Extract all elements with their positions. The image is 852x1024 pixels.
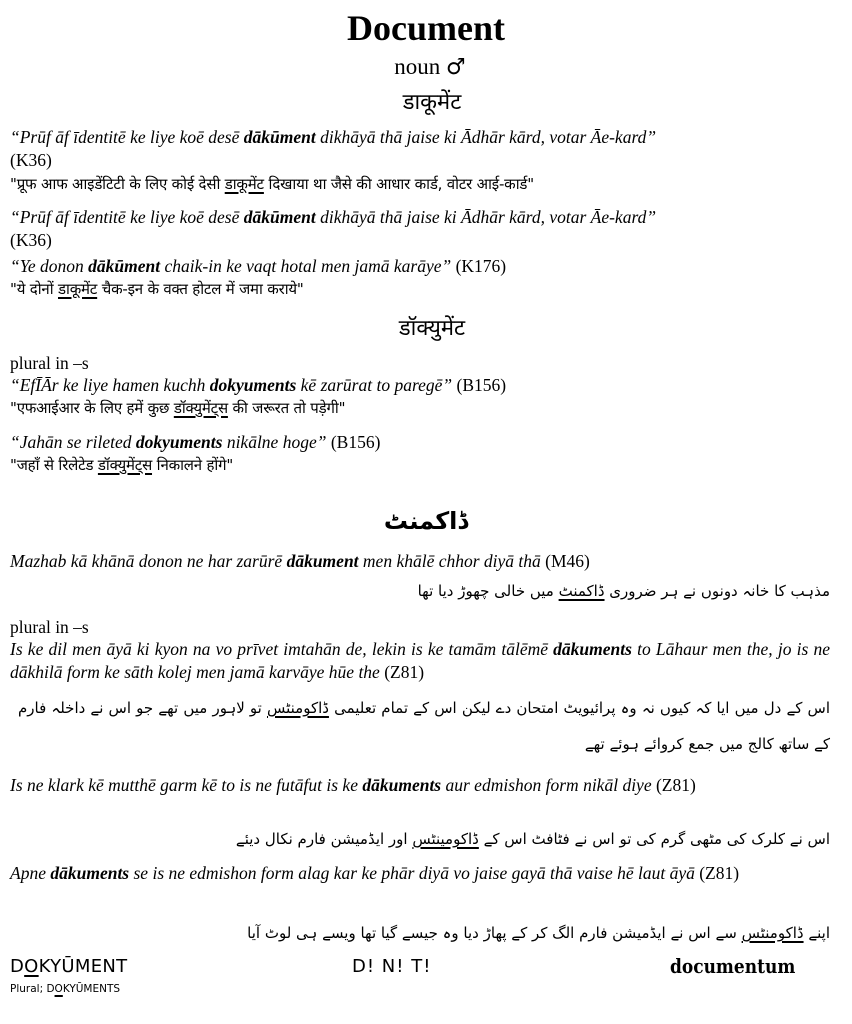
native-text: "प्रूफ आफ आइडेंटिटी के लिए कोई देसी [10,175,225,193]
pronunciation-guide [10,956,127,978]
native-text: اپنے [803,924,830,942]
hindi-headword-1: डाकूमेंट [402,90,462,115]
headword-highlight: dākuments [50,863,130,883]
native-text: "ये दोनों [10,280,58,298]
plural-note: plural in –s [10,353,89,373]
headword-highlight: dākument [286,551,359,571]
source-ref: (K176) [455,256,507,276]
headword-highlight: dākuments [362,775,442,795]
part-of-speech-label: noun [394,54,441,79]
example-translit [10,206,830,252]
example-native [10,454,840,476]
headword-highlight: dokyuments [135,432,223,452]
example-native-urdu [247,920,830,946]
part-of-speech [0,52,852,83]
hindi-headword-2: डॉक्युमेंट [398,316,466,341]
native-text: اور ایڈمیشن فارم نکال دیئے [235,830,413,848]
native-text: مذہب کا خانہ دونوں نے ہر ضروری [604,582,830,600]
headword-highlight: dākūment [243,207,316,227]
native-text: سے اس نے ایڈمیشن فارم الگ کر کے پھاڑ دیا وہ جیسے گیا تھا ویسے ہی لوٹ آیا [247,924,742,942]
translit-text: kē zarūrat to paregē” [296,375,453,395]
translit-text: nikālne hoge” [222,432,327,452]
etymology-latin: documentum [670,954,796,978]
dnt-marker: D! N! T! [352,956,432,977]
translit-text: se is ne edmishon form alag kar ke phār diyā vo jaise gayā thā vaise hē laut āyā [129,863,695,883]
example-translit [10,431,830,454]
translit-text: to Lāhaur men the, jo is ne dākhilā form ke sāth kolej men jamā karvāye hūe the [10,639,830,682]
source-ref: (M46) [545,551,590,571]
source-ref: (K36) [10,230,52,250]
example-translit [10,374,830,397]
translit-text: “EfĪĀr ke liye hamen kuchh [10,375,210,395]
example-translit [10,862,830,885]
translit-text: Apne [10,863,51,883]
pronunciation-part: KYŪMENTS [62,983,121,995]
example-native-urdu [418,578,830,604]
translit-text: Is ne klark kē mutthē garm kē to is ne futāfut is ke [10,775,363,795]
headword-underlined: डाकूमेंट [58,280,98,298]
translit-text: “Jahān se rileted [10,432,136,452]
native-text: की जरूरत तो पड़ेगी" [227,399,346,417]
translit-text: “Prūf āf īdentitē ke liye koē desē [10,127,244,147]
headword-highlight: dokyuments [209,375,297,395]
example-native [10,397,840,419]
example-translit [10,126,830,172]
urdu-headword: ڈاکمنٹ [383,507,469,535]
example-translit [10,774,830,797]
example-native-urdu [236,826,830,852]
native-text: निकालने होंगे" [152,456,234,474]
headword-underlined: ڈاکومنٹس [267,699,329,717]
headword-underlined: डाकूमेंट [224,175,264,193]
headword-highlight: dākūment [243,127,316,147]
translit-text: chaik-in ke vaqt hotal men jamā karāye” [160,256,452,276]
example-translit [10,638,830,684]
translit-text: Mazhab kā khānā donon ne har zarūrē [10,551,287,571]
translit-text: dikhāyā thā jaise ki Ādhār kārd, votar Āe-kard” [315,127,657,147]
stressed-syllable: O [54,983,63,995]
pronunciation-part: D [10,956,25,977]
headword-highlight: dākuments [553,639,632,659]
example-native [10,278,840,300]
stressed-syllable: O [24,956,39,977]
headword-underlined: ڈاکومنٹس [741,924,804,942]
translit-text: “Ye donon [10,256,89,276]
headword-underlined: ڈاکومینٹس [412,830,479,848]
masculine-gender-icon: ♂ [446,55,466,80]
headword-underlined: डॉक्युमेंट्स [97,456,153,474]
example-translit [10,255,830,278]
example-translit [10,550,830,573]
source-ref: (Z81) [699,863,740,883]
native-text: تو لاہور میں تھے جو اس نے داخلہ فارم کے ساتھ کالج میں جمع کروائے ہوئے تھے [18,699,830,753]
translit-text: men khālē chhor diyā thā [358,551,541,571]
native-text: "एफआईआर के लिए हमें कुछ [10,399,174,417]
native-text: اس کے دل میں ایا کہ کیوں نہ وہ پرائیویٹ امتحان دے لیکن اس کے تمام تعلیمی [328,699,830,717]
plural-pronunciation [10,982,120,996]
source-ref: (B156) [456,375,507,395]
headword-highlight: dākūment [88,256,161,276]
entry-title: Document [347,8,505,48]
example-native-urdu [18,690,830,762]
source-ref: (Z81) [384,662,425,682]
translit-text: dikhāyā thā jaise ki Ādhār kārd, votar Āe-kard” [315,207,657,227]
example-native [10,173,840,195]
native-text: اس نے کلرک کی مٹھی گرم کی تو اس نے فٹافٹ اس کے [478,830,830,848]
native-text: میں خالی چھوڑ دیا تھا [417,582,559,600]
headword-underlined: ڈاکمنٹ [558,582,605,600]
translit-text: aur edmishon form nikāl diye [441,775,652,795]
headword-underlined: डॉक्युमेंट्स [173,399,228,417]
native-text: दिखाया था जैसे की आधार कार्ड, वोटर आई-कार्ड" [263,175,534,193]
translit-text: Is ke dil men āyā ki kyon na vo prīvet imtahān de, lekin is ke tamām tālēmē [10,639,554,659]
pronunciation-part: D [46,983,55,995]
translit-text: “Prūf āf īdentitē ke liye koē desē [10,207,244,227]
pronunciation-part: KYŪMENT [38,956,128,977]
native-text: चैक-इन के वक्त होटल में जमा कराये" [97,280,304,298]
native-text: "जहाँ से रिलेटेड [10,456,98,474]
plural-note: plural in –s [10,617,89,637]
plural-label: Plural; [10,983,47,995]
source-ref: (B156) [330,432,381,452]
source-ref: (K36) [10,150,52,170]
source-ref: (Z81) [655,775,696,795]
